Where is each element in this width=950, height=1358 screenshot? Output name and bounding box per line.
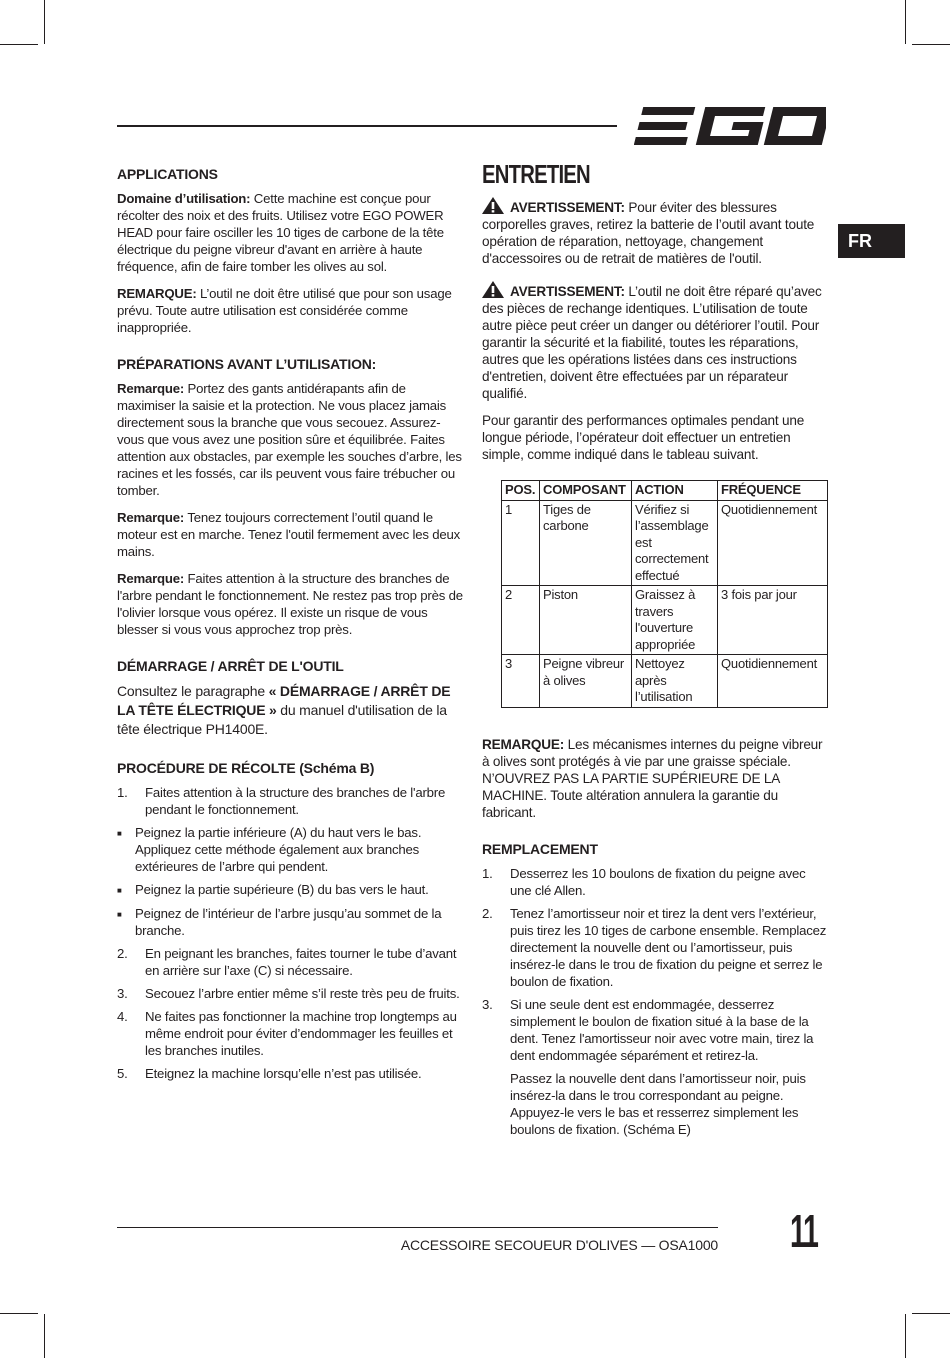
table-cell: Vérifiez si l’assemblage est correctement effectué	[632, 500, 718, 586]
table-cell: 1	[502, 500, 540, 586]
section-title: ENTRETIEN	[482, 159, 590, 189]
footer-rule	[117, 1227, 718, 1228]
square-bullet-icon: ■	[117, 910, 122, 919]
applications-heading: APPLICATIONS	[117, 166, 218, 182]
procedure-heading: PROCÉDURE DE RÉCOLTE (Schéma B)	[117, 760, 375, 776]
crop-mark	[905, 0, 906, 44]
procedure-bullet: ■ Peignez la partie supérieure (B) du bas vers le haut.	[117, 882, 429, 897]
preparations-note: Remarque: Tenez toujours correctement l’outil quand le moteur est en marche. Tenez l'outil fermement avec les deux mains.	[117, 510, 461, 559]
replacement-step-continuation: Passez la nouvelle dent dans l’amortisseur noir, puis insérez-la dans le trou correspondant au peigne. Appuyez-le vers le bas et resserrez simplement les boulons de fixation. (Schéma E)	[510, 1070, 806, 1137]
warning-icon	[482, 197, 504, 214]
crop-mark	[912, 44, 950, 45]
replacement-step: 2. Tenez l’amortisseur noir et tirez la dent vers l’extérieur, puis tirez les 10 tiges de carbone ensemble. Remplacez directement la nouvelle dent ou l’amortisseur, puis insérez-le dans le trou de fixation du peigne et serrez le boulon de fixation.	[482, 905, 827, 989]
maintenance-table	[501, 480, 828, 708]
warning-paragraph: AVERTISSEMENT: L’outil ne doit être réparé qu’avec des pièces de rechange identiques. L’utilisation de toute autre pièce peut créer un danger ou détériorer l’outil. Pour garantir la sécurité et la fiabilité, toutes les réparations, autres que les opérations listées dans ces instructions d'entretien, doivent être effectuées par un réparateur qualifié.	[482, 281, 830, 402]
left-column	[117, 166, 464, 1088]
start-stop-heading: DÉMARRAGE / ARRÊT DE L'OUTIL	[117, 658, 344, 674]
header-rule	[117, 125, 617, 127]
ego-logo	[634, 104, 826, 148]
table-cell: Piston	[540, 586, 632, 655]
preparations-heading: PRÉPARATIONS AVANT L’UTILISATION:	[117, 356, 377, 372]
table-row	[502, 586, 828, 655]
crop-mark	[44, 0, 45, 44]
warning-paragraph: AVERTISSEMENT: Pour éviter des blessures corporelles graves, retirez la batterie de l’outil avant toute opération de réparation, nettoyage, changement d'accessoires ou de retrait de matières de l'outil.	[482, 197, 830, 267]
crop-mark	[905, 1314, 906, 1358]
replacement-heading: REMPLACEMENT	[482, 840, 598, 857]
applications-note: REMARQUE: L’outil ne doit être utilisé que pour son usage prévu. Toute autre utilisation est considérée comme inappropriée.	[117, 286, 452, 335]
table-cell: Quotidiennement	[718, 655, 828, 708]
replacement-step: 1. Desserrez les 10 boulons de fixation du peigne avec une clé Allen.	[482, 865, 806, 898]
maintenance-intro: Pour garantir des performances optimales pendant une longue période, l’opérateur doit effectuer un entretien simple, comme indiqué dans le tableau suivant.	[482, 413, 805, 462]
procedure-step: 5. Eteignez la machine lorsqu’elle n’est pas utilisée.	[117, 1066, 422, 1081]
table-cell: 3 fois par jour	[718, 586, 828, 655]
table-header-row	[502, 481, 828, 501]
table-cell: Tiges de carbone	[540, 500, 632, 586]
warning-icon	[482, 281, 504, 298]
table-cell: Nettoyez après l’utilisation	[632, 655, 718, 708]
right-column	[482, 159, 830, 1138]
ego-logo-icon	[634, 104, 826, 148]
procedure-step: 2. En peignant les branches, faites tourner le tube d’avant en arrière sur l’axe (C) si nécessaire.	[117, 946, 457, 978]
procedure-bullet: ■ Peignez de l’intérieur de l’arbre jusqu’au sommet de la branche.	[117, 906, 442, 938]
crop-mark	[912, 1313, 950, 1314]
table-row	[502, 655, 828, 708]
square-bullet-icon: ■	[117, 829, 122, 838]
procedure-step: 4. Ne faites pas fonctionner la machine trop longtemps au même endroit pour éviter d’endommager les feuilles et les branches inutiles.	[117, 1009, 457, 1058]
crop-mark	[0, 44, 38, 45]
table-header: FRÉQUENCE	[718, 481, 828, 501]
preparations-note: Remarque: Faites attention à la structure des branches de l'arbre pendant le fonctionnement. Ne restez pas trop près de l'olivier lorsque vous opérez. Il existe un risque de vous blesser si vous vous approchez trop près.	[117, 571, 463, 637]
procedure-step: 3. Secouez l’arbre entier même s’il reste très peu de fruits.	[117, 986, 460, 1001]
preparations-note: Remarque: Portez des gants antidérapants afin de maximiser la saisie et la protection. Ne vous placez jamais directement sous la branche que vous secouez. Assurez-vous que vous avez une position sûre et équilibrée. Faites attention aux obstacles, par exemple les souches d’arbre, les racines et les fossés, car ils peuvent vous faire trébucher ou tomber.	[117, 381, 462, 498]
procedure-bullet: ■ Peignez la partie inférieure (A) du haut vers le bas. Appliquez cette méthode également aux branches extérieures de l’arbre qui pendent.	[117, 825, 422, 874]
applications-domain: Domaine d’utilisation: Cette machine est conçue pour récolter des noix et des fruits. Utilisez votre EGO POWER HEAD pour faire osciller les 10 tiges de carbone de la tête électrique du peigne vibreur d'avant en arrière à haute fréquence, afin de faire tomber les olives au sol.	[117, 191, 444, 274]
page-number: 11	[790, 1205, 818, 1257]
remarque-paragraph: REMARQUE: Les mécanismes internes du peigne vibreur à olives sont protégés à vie par une graisse spéciale. N’OUVREZ PAS LA PARTIE SUPÉRIEURE DE LA MACHINE. Toute altération annulera la garantie du fabricant.	[482, 736, 823, 820]
table-header: POS.	[502, 481, 540, 501]
table-cell: Peigne vibreur à olives	[540, 655, 632, 708]
square-bullet-icon: ■	[117, 886, 122, 895]
replacement-step: 3. Si une seule dent est endommagée, desserrez simplement le boulon de fixation situé à la base de la dent. Tenez l'amortisseur noir avec votre main, tirez la dent endommagée séparément et retirez-la.	[482, 996, 814, 1063]
table-row	[502, 500, 828, 586]
crop-mark	[0, 1313, 38, 1314]
footer-title: ACCESSOIRE SECOUEUR D'OLIVES — OSA1000	[400, 1237, 718, 1253]
crop-mark	[44, 1314, 45, 1358]
table-cell: Graissez à travers l'ouverture appropriée	[632, 586, 718, 655]
table-header: COMPOSANT	[540, 481, 632, 501]
language-tab: FR	[838, 224, 905, 258]
start-stop-text: Consultez le paragraphe « DÉMARRAGE / ARRÊT DE LA TÊTE ÉLECTRIQUE » du manuel d'utilisation de la tête électrique PH1400E.	[117, 683, 451, 737]
table-header: ACTION	[632, 481, 718, 501]
procedure-step: 1. Faites attention à la structure des branches de l'arbre pendant le fonctionnement.	[117, 785, 446, 817]
table-cell: 2	[502, 586, 540, 655]
table-cell: 3	[502, 655, 540, 708]
table-cell: Quotidiennement	[718, 500, 828, 586]
